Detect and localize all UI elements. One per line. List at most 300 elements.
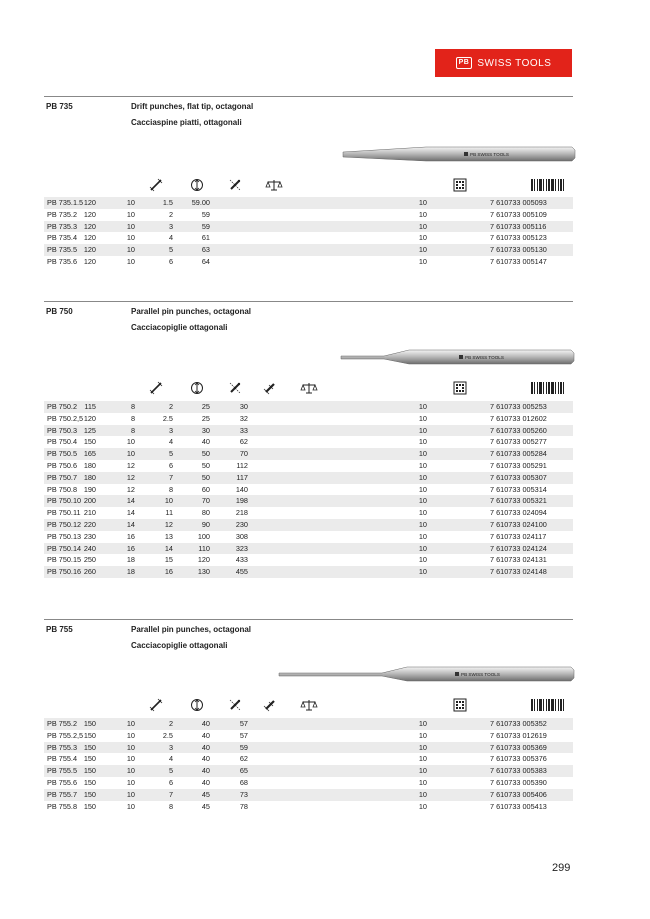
table-cell: 90 (201, 519, 210, 529)
table-cell: 4 (168, 437, 173, 447)
barcode-icon (531, 178, 572, 197)
ean-code: 7 610733 005413 (490, 801, 547, 811)
table-cell: 220 (83, 519, 96, 529)
table-cell: 10 (418, 413, 427, 423)
tip-diameter-icon (228, 381, 242, 400)
ean-code: 7 610733 005116 (490, 221, 547, 231)
pack-quantity-icon (453, 381, 467, 400)
table-row (44, 209, 573, 221)
tip-length-icon (263, 381, 277, 400)
table-cell: 240 (83, 543, 96, 553)
product-section-pb735 (44, 96, 573, 282)
table-cell: 10 (126, 233, 135, 243)
table-cell: 140 (235, 484, 248, 494)
ean-code: 7 610733 012619 (490, 730, 547, 740)
table-cell: 4 (168, 233, 173, 243)
tool-logo-mark (464, 152, 468, 156)
table-cell: 10 (126, 256, 135, 266)
table-cell: 10 (126, 766, 135, 776)
table-cell: 120 (83, 245, 96, 255)
table-cell: 65 (239, 766, 248, 776)
table-cell: 2 (168, 402, 173, 411)
table-cell: 308 (235, 531, 248, 541)
brand-name: SWISS TOOLS (477, 57, 552, 69)
article-number: PB 755.6 (47, 777, 78, 787)
table-row (44, 742, 573, 754)
table-cell: 62 (239, 437, 248, 447)
article-number: PB 735.6 (47, 256, 78, 266)
table-cell: 2 (168, 719, 173, 728)
table-cell: 7 (168, 789, 173, 799)
table-cell: 198 (235, 496, 248, 506)
length-icon (149, 178, 163, 197)
table-cell: 7 (168, 472, 173, 482)
table-cell: 433 (235, 555, 248, 565)
table-cell: 14 (126, 508, 135, 518)
article-number: PB 755.3 (47, 742, 78, 752)
ean-code: 7 610733 005406 (490, 789, 547, 799)
article-number: PB 750.15 (47, 555, 82, 565)
table-cell: 10 (418, 754, 427, 764)
table-cell: 10 (418, 777, 427, 787)
table-cell: 11 (165, 508, 173, 518)
table-cell: 3 (168, 221, 173, 231)
table-cell: 100 (197, 531, 210, 541)
table-cell: 120 (83, 198, 96, 207)
table-row (44, 484, 573, 496)
table-row (44, 718, 573, 730)
table-cell: 10 (418, 449, 427, 459)
article-number: PB 755.7 (47, 789, 78, 799)
table-cell: 10 (418, 719, 427, 728)
table-cell: 70 (239, 449, 248, 459)
drift-punch-image (341, 146, 577, 164)
table-cell: 10 (418, 742, 427, 752)
article-number: PB 755.2,5 (47, 730, 84, 740)
table-cell: 10 (126, 198, 135, 207)
ean-code: 7 610733 005130 (490, 245, 547, 255)
ean-code: 7 610733 005390 (490, 777, 547, 787)
table-cell: 10 (418, 425, 427, 435)
table-cell: 250 (83, 555, 96, 565)
table-cell: 59.00 (191, 198, 210, 207)
table-cell: 2 (168, 209, 173, 219)
table-cell: 10 (126, 789, 135, 799)
table-cell: 40 (201, 730, 210, 740)
table-cell: 60 (201, 484, 210, 494)
table-row (44, 425, 573, 437)
table-cell: 10 (418, 531, 427, 541)
tip-length-icon (263, 698, 277, 717)
table-cell: 10 (418, 472, 427, 482)
table-row (44, 256, 573, 268)
table-cell: 57 (239, 730, 248, 740)
page-number: 299 (552, 862, 571, 874)
weight-icon (265, 178, 283, 197)
ean-code: 7 610733 005277 (490, 437, 547, 447)
section-subtitle: Cacciaspine piatti, ottagonali (131, 118, 242, 127)
ean-code: 7 610733 005307 (490, 472, 547, 482)
table-cell: 6 (168, 777, 173, 787)
table-cell: 125 (83, 425, 96, 435)
table-cell: 45 (201, 801, 210, 811)
table-cell: 40 (201, 777, 210, 787)
table-cell: 57 (239, 719, 248, 728)
table-cell: 120 (83, 209, 96, 219)
table-cell: 16 (126, 543, 135, 553)
article-number: PB 750.5 (47, 449, 78, 459)
table-cell: 64 (201, 256, 210, 266)
table-row (44, 519, 573, 531)
table-cell: 110 (198, 543, 210, 553)
table-cell: 10 (126, 754, 135, 764)
table-cell: 70 (201, 496, 210, 506)
table-cell: 10 (126, 449, 135, 459)
article-number: PB 750.12 (47, 519, 82, 529)
table-cell: 10 (418, 198, 427, 207)
table-row (44, 789, 573, 801)
table-cell: 15 (164, 555, 173, 565)
table-cell: 10 (418, 233, 427, 243)
table-cell: 150 (83, 801, 96, 811)
table-cell: 12 (126, 484, 135, 494)
article-number: PB 755.4 (47, 754, 78, 764)
table-row (44, 197, 573, 209)
table-row (44, 566, 573, 578)
table-cell: 62 (239, 754, 248, 764)
barcode-icon (531, 381, 572, 400)
article-number: PB 750.10 (47, 496, 82, 506)
table-row (44, 413, 573, 425)
table-cell: 10 (418, 484, 427, 494)
table-cell: 61 (201, 233, 210, 243)
table-cell: 80 (201, 508, 210, 518)
weight-icon (300, 381, 318, 400)
shank-diameter-icon (190, 381, 204, 400)
length-icon (149, 698, 163, 717)
table-row (44, 543, 573, 555)
table-cell: 218 (235, 508, 248, 518)
pack-quantity-icon (453, 698, 467, 717)
table-row (44, 232, 573, 244)
ean-code: 7 610733 024100 (490, 519, 547, 529)
table-cell: 8 (130, 425, 135, 435)
tip-diameter-icon (228, 698, 242, 717)
table-cell: 4 (168, 754, 173, 764)
table-row (44, 244, 573, 256)
table-cell: 10 (418, 789, 427, 799)
section-code: PB 755 (46, 625, 73, 634)
table-row (44, 472, 573, 484)
ean-code: 7 610733 005109 (490, 209, 547, 219)
table-row (44, 777, 573, 789)
ean-code: 7 610733 024117 (490, 531, 547, 541)
table-cell: 6 (168, 460, 173, 470)
table-cell: 3 (168, 742, 173, 752)
table-cell: 120 (197, 555, 210, 565)
table-cell: 2.5 (162, 413, 173, 423)
ean-code: 7 610733 005383 (490, 766, 547, 776)
table-cell: 5 (168, 449, 173, 459)
length-icon (149, 381, 163, 400)
table-cell: 165 (83, 449, 96, 459)
table-cell: 12 (164, 519, 173, 529)
table-row (44, 495, 573, 507)
table-cell: 10 (126, 742, 135, 752)
article-number: PB 750.4 (47, 437, 78, 447)
table-cell: 5 (168, 766, 173, 776)
table-cell: 200 (83, 496, 96, 506)
pin-punch-image (339, 349, 577, 367)
ean-code: 7 610733 024131 (490, 555, 547, 565)
table-row (44, 730, 573, 742)
table-cell: 120 (83, 233, 96, 243)
ean-code: 7 610733 005321 (490, 496, 547, 506)
table-row (44, 460, 573, 472)
table-cell: 32 (239, 413, 248, 423)
tool-logo-mark (455, 672, 459, 676)
product-section-pb750 (44, 301, 573, 602)
article-number: PB 735.3 (47, 221, 78, 231)
article-number: PB 750.8 (47, 484, 78, 494)
table-row (44, 448, 573, 460)
table-cell: 73 (239, 789, 248, 799)
section-subtitle: Cacciacopiglie ottagonali (131, 641, 228, 650)
brand-badge: PB (456, 57, 473, 69)
table-cell: 230 (83, 531, 96, 541)
column-icons (44, 698, 573, 714)
table-cell: 10 (126, 801, 135, 811)
table-row (44, 531, 573, 543)
tool-engraving: PB SWISS TOOLS (461, 672, 500, 677)
section-title: Parallel pin punches, octagonal (131, 625, 252, 634)
table-row (44, 436, 573, 448)
table-cell: 40 (201, 754, 210, 764)
table-cell: 120 (83, 256, 96, 266)
table-cell: 10 (418, 543, 427, 553)
table-cell: 10 (418, 221, 427, 231)
table-cell: 5 (168, 245, 173, 255)
article-number: PB 735.1.5 (47, 198, 84, 207)
table-cell: 150 (83, 754, 96, 764)
table-cell: 25 (201, 413, 210, 423)
table-cell: 10 (126, 221, 135, 231)
table-cell: 150 (83, 719, 96, 728)
ean-code: 7 610733 005147 (490, 256, 547, 266)
article-number: PB 735.2 (47, 209, 78, 219)
table-cell: 63 (201, 245, 210, 255)
table-row (44, 401, 573, 413)
article-number: PB 750.6 (47, 460, 78, 470)
table-cell: 150 (83, 789, 96, 799)
table-cell: 1.5 (162, 198, 173, 207)
tool-engraving: PB SWISS TOOLS (470, 152, 509, 157)
table-cell: 150 (83, 730, 96, 740)
table-cell: 8 (168, 801, 173, 811)
table-cell: 10 (418, 766, 427, 776)
table-cell: 10 (418, 496, 427, 506)
table-cell: 150 (83, 742, 96, 752)
article-number: PB 735.5 (47, 245, 78, 255)
table-cell: 10 (418, 437, 427, 447)
ean-code: 7 610733 005284 (490, 449, 547, 459)
table-cell: 25 (201, 402, 210, 411)
ean-code: 7 610733 005376 (490, 754, 547, 764)
table-cell: 8 (130, 402, 135, 411)
table-cell: 50 (201, 449, 210, 459)
table-cell: 130 (197, 567, 210, 577)
table-cell: 40 (201, 437, 210, 447)
table-cell: 10 (126, 719, 135, 728)
ean-code: 7 610733 024094 (490, 508, 547, 518)
table-cell: 33 (239, 425, 248, 435)
weight-icon (300, 698, 318, 717)
shank-diameter-icon (190, 698, 204, 717)
section-subtitle: Cacciacopiglie ottagonali (131, 323, 228, 332)
table-row (44, 801, 573, 813)
table-cell: 117 (236, 472, 248, 482)
ean-code: 7 610733 005352 (490, 719, 547, 728)
table-cell: 180 (83, 460, 96, 470)
table-cell: 12 (126, 460, 135, 470)
table-cell: 14 (164, 543, 173, 553)
pin-punch-image (277, 666, 577, 684)
table-cell: 50 (201, 460, 210, 470)
table-cell: 10 (418, 245, 427, 255)
table-cell: 10 (418, 460, 427, 470)
table-cell: 68 (239, 777, 248, 787)
ean-code: 7 610733 005291 (490, 460, 547, 470)
article-number: PB 750.11 (47, 508, 81, 518)
table-cell: 59 (201, 209, 210, 219)
section-title: Drift punches, flat tip, octagonal (131, 102, 254, 111)
ean-code: 7 610733 024148 (490, 567, 547, 577)
table-cell: 10 (418, 555, 427, 565)
article-number: PB 750.13 (47, 531, 82, 541)
article-number: PB 750.3 (47, 425, 78, 435)
article-number: PB 755.8 (47, 801, 78, 811)
table-cell: 30 (239, 402, 248, 411)
table-cell: 120 (83, 221, 96, 231)
column-icons (44, 178, 573, 194)
article-number: PB 750.14 (47, 543, 82, 553)
table-row (44, 554, 573, 566)
table-cell: 50 (201, 472, 210, 482)
table-row (44, 753, 573, 765)
article-number: PB 735.4 (47, 233, 78, 243)
tool-engraving: PB SWISS TOOLS (465, 355, 504, 360)
table-cell: 12 (126, 472, 135, 482)
table-cell: 8 (168, 484, 173, 494)
table-cell: 16 (126, 531, 135, 541)
table-cell: 323 (235, 543, 248, 553)
table-cell: 112 (236, 460, 248, 470)
tool-logo-mark (459, 355, 463, 359)
table-cell: 2.5 (162, 730, 173, 740)
table-cell: 150 (83, 777, 96, 787)
table-cell: 40 (201, 742, 210, 752)
ean-code: 7 610733 005093 (490, 198, 547, 207)
article-number: PB 750.7 (47, 472, 78, 482)
table-cell: 6 (168, 256, 173, 266)
table-cell: 10 (418, 801, 427, 811)
ean-code: 7 610733 005260 (490, 425, 547, 435)
table-cell: 45 (201, 789, 210, 799)
product-section-pb755 (44, 619, 573, 830)
table-cell: 10 (418, 508, 427, 518)
table-cell: 10 (418, 567, 427, 577)
table-cell: 3 (168, 425, 173, 435)
article-number: PB 750.16 (47, 567, 82, 577)
ean-code: 7 610733 024124 (490, 543, 547, 553)
table-cell: 30 (201, 425, 210, 435)
table-cell: 150 (83, 766, 96, 776)
article-number: PB 755.5 (47, 766, 78, 776)
table-row (44, 221, 573, 233)
table-cell: 18 (126, 567, 135, 577)
table-cell: 210 (83, 508, 96, 518)
ean-code: 7 610733 005314 (490, 484, 547, 494)
table-row (44, 765, 573, 777)
table-cell: 78 (239, 801, 248, 811)
table-row (44, 507, 573, 519)
table-cell: 59 (239, 742, 248, 752)
article-number: PB 755.2 (47, 719, 78, 728)
table-cell: 13 (164, 531, 173, 541)
table-cell: 455 (235, 567, 248, 577)
table-cell: 150 (83, 437, 96, 447)
table-cell: 120 (83, 413, 96, 423)
section-code: PB 735 (46, 102, 73, 111)
table-cell: 260 (83, 567, 96, 577)
table-cell: 230 (235, 519, 248, 529)
product-table (44, 197, 573, 268)
section-code: PB 750 (46, 307, 73, 316)
barcode-icon (531, 698, 572, 717)
ean-code: 7 610733 005253 (490, 402, 547, 411)
table-cell: 10 (418, 256, 427, 266)
ean-code: 7 610733 012602 (490, 413, 547, 423)
table-cell: 10 (164, 496, 173, 506)
table-cell: 10 (126, 437, 135, 447)
table-cell: 10 (126, 209, 135, 219)
table-cell: 10 (418, 402, 427, 411)
table-cell: 10 (418, 519, 427, 529)
pack-quantity-icon (453, 178, 467, 197)
column-icons (44, 381, 573, 397)
product-table (44, 718, 573, 812)
table-cell: 18 (126, 555, 135, 565)
table-cell: 190 (83, 484, 96, 494)
table-cell: 40 (201, 766, 210, 776)
table-cell: 10 (418, 730, 427, 740)
table-cell: 40 (201, 719, 210, 728)
table-cell: 14 (126, 519, 135, 529)
table-cell: 59 (201, 221, 210, 231)
article-number: PB 750.2 (47, 402, 78, 411)
article-number: PB 750.2,5 (47, 413, 84, 423)
shank-diameter-icon (190, 178, 204, 197)
table-cell: 10 (126, 730, 135, 740)
table-cell: 10 (126, 777, 135, 787)
brand-logo (435, 49, 572, 77)
table-cell: 115 (84, 402, 96, 411)
tip-diameter-icon (228, 178, 242, 197)
section-title: Parallel pin punches, octagonal (131, 307, 252, 316)
table-cell: 14 (126, 496, 135, 506)
table-cell: 10 (418, 209, 427, 219)
table-cell: 8 (130, 413, 135, 423)
